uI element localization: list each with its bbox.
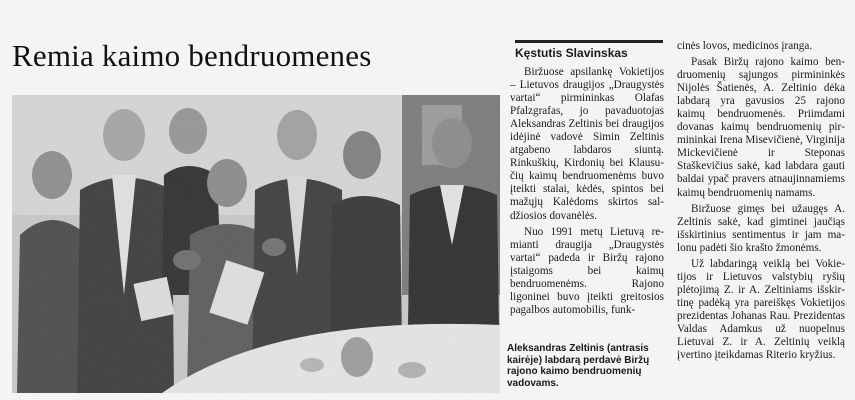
article-photo [12, 95, 500, 393]
paragraph: Nuo 1991 metų Lietuvą remianti draugija „Draugystės vartai“ padeda ir Biržų rajono įstaigoms bei kaimų bendruomenėms. Rajono ligoninei buvo įteikti greitosios pagalbos automobilis, funk- [510, 225, 664, 316]
caption-line: kairėje) labdarą perdavė Biržų [507, 354, 650, 366]
paragraph: Pasak Biržų rajono kaimo bendruomenių sąjungos pirmininkės Nijolės Šatienės, A. Zeltinio dėka labdarą yra gavusios 25 rajono kaimų bendruomenės. Priimdami dovanas kaimų bendruomenių pirmininkai Irena Misevičienė, Virginija Mickevičienė ir Steponas Staškevičius sakė, kad labdara gauti baldai ypač pravers atnaujinnamiems kaimų bendruomenių namams. [677, 56, 845, 199]
paragraph: cinės lovos, medicinos įranga. [677, 40, 813, 52]
article-column-1 [510, 66, 664, 317]
paragraph: Už labdaringą veiklą bei Vokietijos ir Lietuvos valstybių ryšių plėtojimą Z. ir A. Zeltiniams išskirtinę padėką yra pareiškęs Vokietijos prezidentas Johanas Rau. Prezidentas Valdas Adamkus už nuopelnus Lietuvai Z. ir A. Zeltinių veiklą įvertino įteikdamas Riterio kryžius. [677, 257, 845, 362]
article-column-2 [677, 40, 845, 362]
article-author: Kęstutis Slavinskas [515, 40, 663, 60]
caption-line: rajono kaimo bendruomenių [507, 366, 642, 378]
caption-line: Aleksandras Zeltinis (antrasis [507, 343, 649, 354]
paragraph: Biržuose apsilankę Vokietijos – Lietuvos draugijos „Draugystės vartai“ pirmininkas Olafas Pfalzgrafas, jo pavaduotojas Aleksandras Zeltinis bei draugijos idėjinė vadovė Simin Zeltinis atgabeno labdaros siuntą. Rinkuškių, Kirdonių bei Klausučių kaimų bendruomenėms buvo įteikti stalai, kėdės, spintos bei mažųjų Kalėdoms skirtos saldžiosios dovanėlės. [510, 66, 664, 222]
article-headline: Remia kaimo bendruomenes [12, 38, 372, 73]
paragraph: Biržuose gimęs bei užaugęs A. Zeltinis sakė, kad gimtinei jaučiąs išskirtinius sentimentus ir jam malonu padėti šio krašto žmonėms. [677, 202, 845, 254]
caption-line: vadovams. [507, 377, 559, 389]
photo-caption [507, 343, 662, 389]
